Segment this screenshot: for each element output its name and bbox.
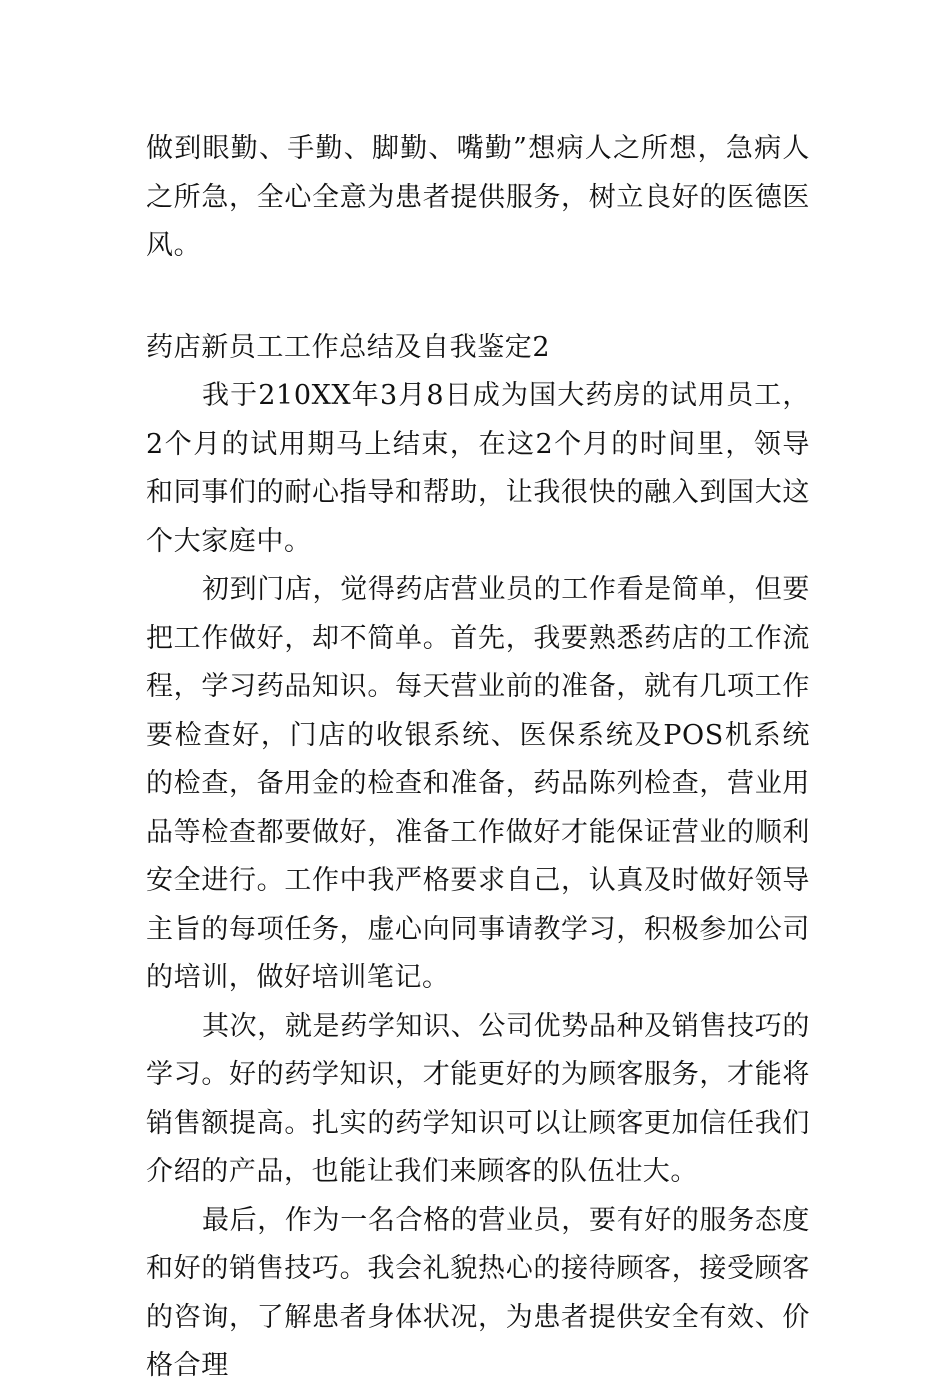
- intro-paragraph: 做到眼勤、手勤、脚勤、嘴勤”想病人之所想，急病人之所急，全心全意为患者提供服务，树立良好的医德医风。: [146, 133, 810, 261]
- paragraph-3: 其次，就是药学知识、公司优势品种及销售技巧的学习。好的药学知识，才能更好的为顾客服务，才能将销售额提高。扎实的药学知识可以让顾客更加信任我们介绍的产品，也能让我们来顾客的队伍壮大。: [146, 1010, 810, 1187]
- paragraph-4: 最后，作为一名合格的营业员，要有好的服务态度和好的销售技巧。我会礼貌热心的接待顾客，接受顾客的咨询，了解患者身体状况，为患者提供安全有效、价格合理: [146, 1204, 810, 1381]
- paragraph-1: 我于210XX年3月8日成为国大药房的试用员工，2个月的试用期马上结束，在这2个月的时间里，领导和同事们的耐心指导和帮助，让我很快的融入到国大这个大家庭中。: [146, 380, 810, 557]
- document-body: [146, 125, 810, 1391]
- section-title: 药店新员工工作总结及自我鉴定2: [146, 331, 551, 363]
- paragraph-2: 初到门店，觉得药店营业员的工作看是简单，但要把工作做好，却不简单。首先，我要熟悉药店的工作流程，学习药品知识。每天营业前的准备，就有几项工作要检查好，门店的收银系统、医保系统及POS机系统的检查，备用金的检查和准备，药品陈列检查，营业用品等检查都要做好，准备工作做好才能保证营业的顺利安全进行。工作中我严格要求自己，认真及时做好领导主旨的每项任务，虚心向同事请教学习，积极参加公司的培训，做好培训笔记。: [146, 574, 810, 993]
